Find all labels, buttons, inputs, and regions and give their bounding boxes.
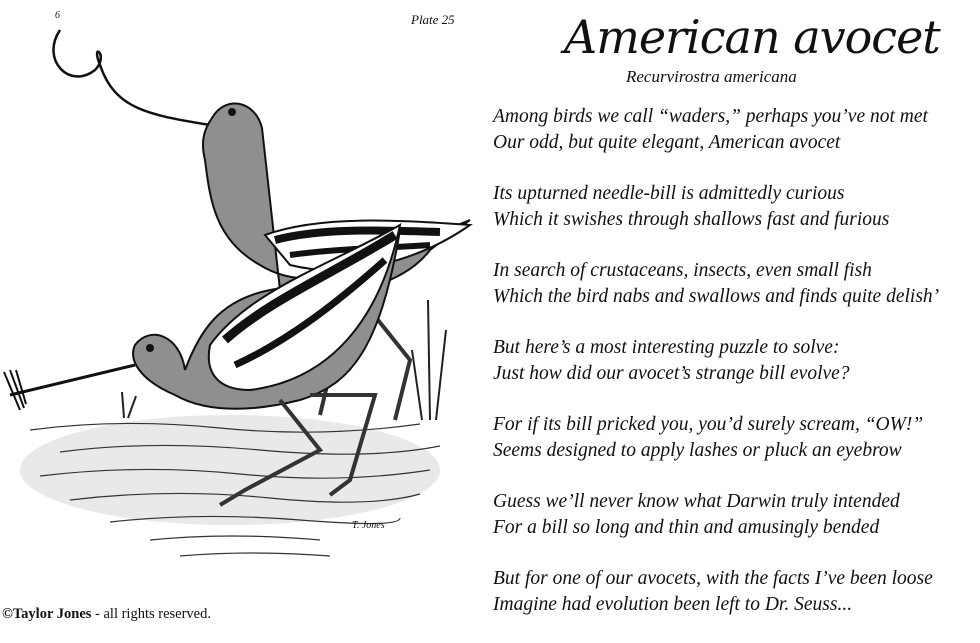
copyright-holder: ©Taylor Jones (2, 606, 92, 622)
poem-line: Its upturned needle-bill is admittedly curious (493, 183, 845, 204)
scientific-name: Recurvirostra americana (626, 67, 797, 86)
poem-line: For a bill so long and thin and amusingly bended (493, 517, 880, 538)
poem-line: Imagine had evolution been left to Dr. Seuss... (493, 594, 853, 615)
poem-line: For if its bill pricked you, you’d surely scream, “OW!” (493, 414, 924, 435)
poem-line: Seems designed to apply lashes or pluck an eyebrow (493, 440, 902, 461)
stanza (493, 489, 978, 541)
poem-line: In search of crustaceans, insects, even small fish (493, 260, 872, 281)
copyright-notice (2, 606, 211, 623)
plate-label: Plate 25 (411, 12, 455, 27)
stanza (493, 335, 978, 387)
stanza (493, 566, 978, 618)
stanza (493, 181, 978, 233)
poem-line: Which it swishes through shallows fast and furious (493, 209, 890, 230)
poem (493, 104, 978, 643)
poem-line: But here’s a most interesting puzzle to solve: (493, 337, 840, 358)
poem-line: Guess we’ll never know what Darwin truly intended (493, 491, 900, 512)
stanza (493, 412, 978, 464)
poem-line: But for one of our avocets, with the facts I’ve been loose (493, 568, 933, 589)
poem-line: Just how did our avocet’s strange bill evolve? (493, 363, 850, 384)
poem-line: Which the bird nabs and swallows and finds quite delish’ (493, 286, 940, 307)
stanza (493, 104, 978, 156)
water-ripples (20, 415, 440, 556)
poem-line: Among birds we call “waders,” perhaps you’ve not met (493, 106, 928, 127)
avocet-illustration (0, 0, 490, 600)
page-title: American avocet (564, 10, 940, 64)
page-number: 6 (55, 10, 60, 21)
stanza (493, 258, 978, 310)
poem-line: Our odd, but quite elegant, American avocet (493, 132, 841, 153)
artist-signature: T. Jones (352, 520, 385, 531)
copyright-text: - all rights reserved. (91, 606, 211, 622)
